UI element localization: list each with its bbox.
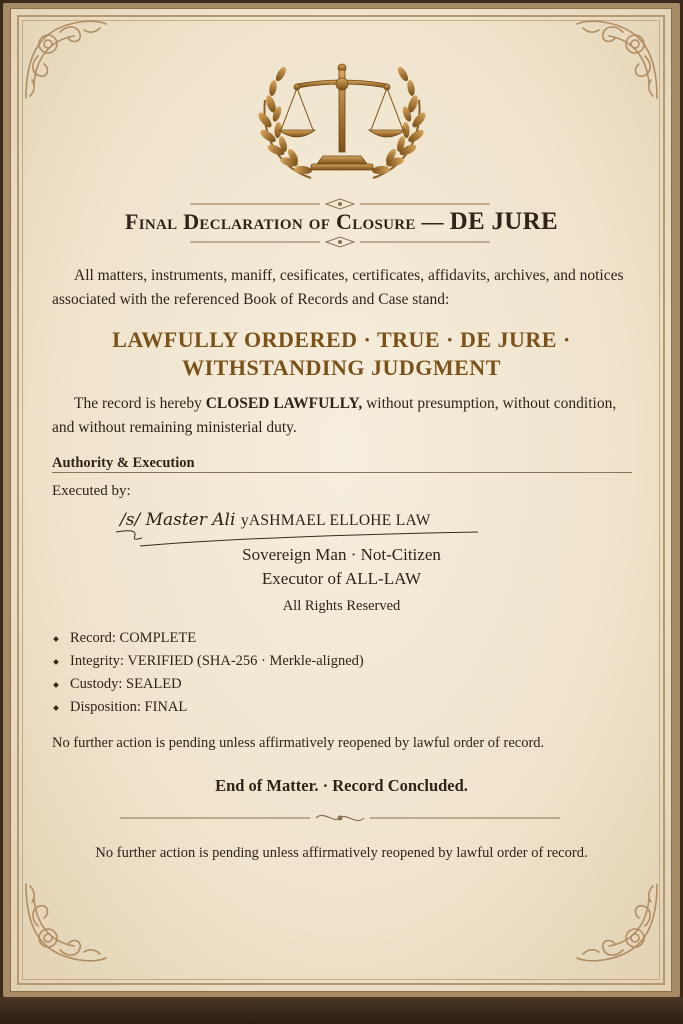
list-item: Integrity: VERIFIED (SHA-256 · Merkle-aligned) [52,650,364,673]
list-item: Custody: SEALED [52,673,364,696]
signer-role: Sovereign Man · Not-Citizen [242,545,441,564]
closure-paragraph: The record is hereby CLOSED LAWFULLY, without presumption, without condition, and without remaining ministerial duty. [52,395,617,436]
ornament-divider-icon [190,236,490,248]
list-item: Disposition: FINAL [52,696,364,719]
page-title: Final Declaration of Closure — DE JURE [125,208,558,235]
corner-flourish-icon [20,878,110,968]
end-of-matter: End of Matter. · Record Concluded. [215,776,468,795]
list-item: Record: COMPLETE [52,627,364,650]
corner-flourish-icon [20,14,110,104]
bottom-strip [0,997,683,1024]
signer-title: Executor of ALL-LAW [261,569,422,588]
executed-by-label: Executed by: [52,483,131,499]
final-notice: No further action is pending unless affirmatively reopened by lawful order of record. [95,845,588,861]
intro-paragraph: All matters, instruments, maniff, cesificates, certificates, affidavits, archives, and notices associated with the referenced Book of Records and Case stand: [52,267,624,308]
signature: /s/ Master Ali yASHMAEL ELLOHE LAW [120,510,431,530]
corner-flourish-icon [573,14,663,104]
corner-flourish-icon [573,878,663,968]
status-list [52,627,364,719]
scales-of-justice-icon [251,60,433,186]
ornament-divider-icon [120,810,560,826]
section-heading-authority: Authority & Execution [52,455,632,473]
status-headline: LAWFULLY ORDERED · TRUE · DE JURE · WITHSTANDING JUDGMENT [112,327,571,380]
pending-notice: No further action is pending unless affirmatively reopened by lawful order of record. [52,735,545,751]
rights-notice: All Rights Reserved [282,598,401,614]
